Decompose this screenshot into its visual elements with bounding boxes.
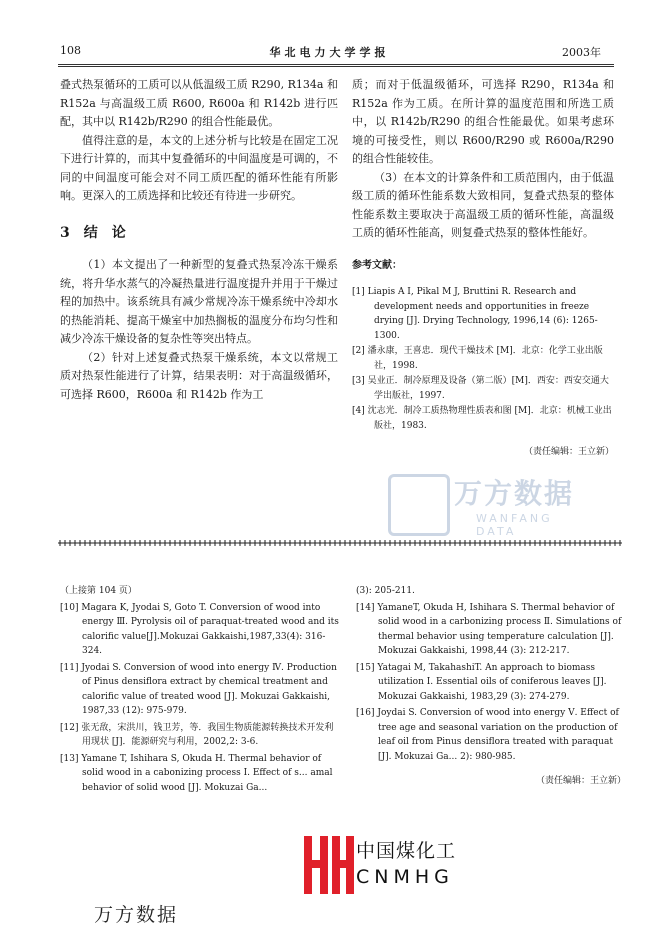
journal-title: 华北电力大学学报 (269, 46, 390, 59)
paragraph: 值得注意的是，本文的上述分析与比较是在固定工况下进行计算的，而其中复叠循环的中间温度是可调的，不同的中间温度可能会对不同工质匹配的循环性能有所影响。更深入的工质选择和比较还有待进一步研究。 (60, 133, 338, 202)
reference-item: [4] 沈志光．制冷工质热物理性质表和图 [M]．北京：机械工业出版社，1983. (352, 406, 612, 431)
continued-tail: (3): 205-211. (356, 586, 415, 596)
wanfang-watermark (388, 468, 598, 538)
continued-note: （上接第 104 页） (60, 586, 137, 596)
reference-item: [14] YamaneT, Okuda H, Ishihara S. Thermal behavior of solid wood in a carbonizing process Ⅱ. Simulations of thermal behavior using temperature calculation [J]. Mokuzai Gakkaishi, 1998,44 (3): 212-217. (356, 602, 622, 656)
reference-item: [3] 吴业正．制冷原理及设备（第二版）[M]．西安：西安交通大学出版社，1997. (352, 376, 609, 401)
bottom-right-column (356, 584, 626, 791)
paragraph: （2）针对上述复叠式热泵干燥系统，本文以常规工质对热泵性能进行了计算，结果表明：对于高温级循环，可选择 R600，R600a 和 R142b 作为工 (60, 350, 338, 401)
divider-pattern (58, 540, 622, 546)
bottom-left-column (60, 584, 342, 797)
section-title: 3 结 论 (60, 224, 126, 241)
reference-item: [11] Jyodai S. Conversion of wood into energy Ⅳ. Production of Pinus densiflora extract by chemical treatment and calorific value of treated wood [J]. Mokuzai Gakkaishi, 1987,33 (12): 975-979. (60, 662, 337, 716)
logo-cn-text: 中国煤化工 (356, 836, 456, 863)
watermark-en: WANFANG DATA (476, 512, 553, 538)
reference-item: [15] Yatagai M, TakahashiT. An approach to biomass utilization Ⅰ. Essential oils of coniferous leaves [J]. Mokuzai Gakkaishi, 1983,29 (3): 274-279. (356, 662, 607, 702)
watermark-logo-icon (388, 474, 450, 536)
editor-note: （责任编辑：王立新） (523, 447, 614, 457)
references-title: 参考文献： (352, 259, 402, 271)
cnmhg-logo-mark-icon (302, 834, 354, 896)
header-rule-secondary (58, 66, 614, 67)
logo-en-text: CNMHG (356, 866, 454, 888)
reference-item: [1] Liapis A I, Pikal M J, Bruttini R. Research and development needs and opportunities in freeze drying [J]. Drying Technology, 1996,14 (6): 1265-1300. (352, 287, 598, 341)
header-rule (58, 64, 614, 65)
paragraph: （3）在本文的计算条件和工质范围内，由于低温级工质的循环性能系数大致相同，复叠式热泵的整体性能系数主要取决于高温级工质的循环性能，高温级工质的循环性能高，则复叠式热泵的整体性能好。 (352, 170, 614, 239)
left-column (60, 76, 338, 404)
reference-item: [10] Magara K, Jyodai S, Goto T. Conversion of wood into energy Ⅲ. Pyrolysis oil of paraquat-treated wood and its calorific value[J].Mokuzai Gakkaishi,1987,33(4): 316-324. (60, 602, 339, 656)
reference-item: [12] 张无敌，宋洪川，钱卫芳，等．我国生物质能源转换技术开发利用现状 [J]．能源研究与利用，2002,2: 3-6. (60, 722, 334, 747)
cnmhg-logo (302, 834, 472, 904)
watermark-cn: 万方数据 (454, 477, 575, 510)
footer-source: 万方数据 (94, 904, 179, 926)
journal-year: 2003年 (562, 46, 601, 59)
section-divider (58, 540, 622, 546)
paragraph: 质；而对于低温级循环，可选择 R290，R134a 和 R152a 作为工质。在所计算的温度范围和所选工质中，以 R142b/R290 的组合性能最优。如果考虑环境的可接受性，则以 R600/R290 或 R600a/R290 的组合性能较佳。 (352, 78, 614, 165)
editor-note: （责任编辑：王立新） (535, 776, 626, 786)
right-column (352, 76, 614, 462)
page-number: 108 (60, 44, 81, 57)
reference-item: [2] 潘永康，王喜忠．现代干燥技术 [M]．北京：化学工业出版社，1998. (352, 346, 603, 371)
reference-item: [13] Yamane T, Ishihara S, Okuda H. Thermal behavior of solid wood in a cabonizing process Ⅰ. Effect of s... amal behavior of solid wood [J]. Mokuzai Ga... (60, 753, 333, 793)
reference-item: [16] Joydai S. Conversion of wood into energy Ⅴ. Effect of tree age and seasonal variation on the production of leaf oil from Pinus densiflora treated with paraquat [J]. Mokuzai Ga... 2): 980-985. (356, 708, 619, 762)
paragraph: （1）本文提出了一种新型的复叠式热泵冷冻干燥系统，将升华水蒸气的冷凝热量进行温度提升并用于干燥过程的加热中。该系统具有减少常规冷冻干燥系统中冷却水的热能消耗、提高干燥室中加热搁板的温度分布均匀性和减少冷冻干燥设备的复杂性等突出特点。 (60, 258, 338, 345)
paragraph: 叠式热泵循环的工质可以从低温级工质 R290, R134a 和 R152a 与高温级工质 R600, R600a 和 R142b 进行匹配，其中以 R142b/R290 的组合性能最优。 (60, 78, 338, 128)
